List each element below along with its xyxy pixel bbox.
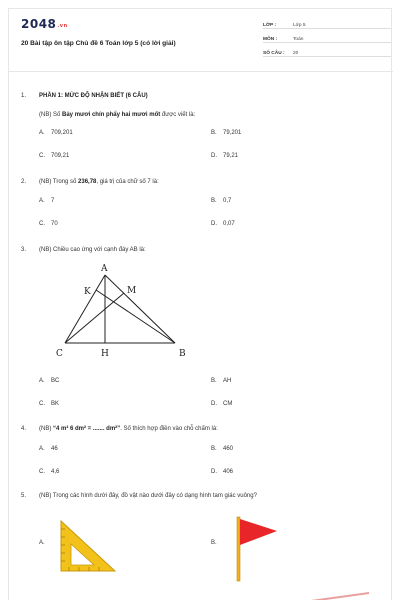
section-number: 1. (21, 93, 27, 99)
vertex-label-c: C (56, 349, 63, 359)
option-a[interactable]: A. 7 (39, 198, 55, 204)
option-d[interactable]: D. 406 (211, 469, 234, 475)
segment-bk (96, 290, 175, 343)
meta-count-row (263, 45, 391, 57)
vertex-label-h: H (101, 349, 109, 359)
option-c[interactable]: C. 70 (39, 221, 58, 227)
question-number: 2. (21, 179, 27, 185)
question-text: (NB) Trong các hình dưới đây, đồ vật nào dưới đây có dạng hình tam giác vuông? (39, 493, 257, 499)
set-square-ruler-icon[interactable] (53, 517, 119, 575)
option-b[interactable]: B. 460 (211, 446, 234, 452)
option-a[interactable]: A. 709,201 (39, 130, 73, 136)
question-text: (NB) Trong số 236,78, giá trị của chữ số 7 là: (39, 179, 159, 185)
option-b[interactable]: B. AH (211, 378, 232, 384)
header-divider (9, 71, 393, 72)
vertex-label-m: M (127, 286, 137, 296)
option-b[interactable]: B. 0,7 (211, 198, 232, 204)
option-d[interactable]: D. 79,21 (211, 153, 239, 159)
question-text: (NB) Chiều cao ứng với cạnh đáy AB là: (39, 247, 146, 253)
meta-subject-row (263, 31, 391, 43)
option-d[interactable]: D. 0,07 (211, 221, 235, 227)
side-ab (105, 275, 175, 343)
meta-label: LỚP : (263, 23, 277, 28)
triangle-figure (53, 261, 203, 361)
meta-label: SỐ CÂU : (263, 51, 285, 56)
option-a[interactable]: A. (39, 540, 45, 546)
document-title: 20 Bài tập ôn tập Chủ đề 6 Toán lớp 5 (có lời giải) (21, 40, 176, 47)
option-b[interactable]: B. (211, 540, 217, 546)
site-logo[interactable]: 2048.vn (21, 17, 68, 31)
question-text: (NB) Số Bảy mươi chín phẩy hai mươi mốt được viết là: (39, 112, 196, 118)
meta-value: 20 (293, 51, 299, 56)
question-text: (NB) “4 m² 6 dm² = ....... dm²”. Số thích hợp điền vào chỗ chấm là: (39, 426, 218, 432)
document-page (8, 8, 392, 600)
vertex-label-b: B (179, 349, 186, 359)
question-number: 3. (21, 247, 27, 253)
next-figure-fragment (309, 591, 389, 600)
meta-value: Lớp 5 (293, 23, 306, 28)
option-c[interactable]: C. 709,21 (39, 153, 70, 159)
vertex-label-a: A (101, 264, 108, 274)
meta-grade-row (263, 17, 391, 29)
option-b[interactable]: B. 79,201 (211, 130, 242, 136)
segment-cm (65, 293, 124, 343)
vertex-label-k: K (84, 287, 91, 297)
document-meta (263, 17, 391, 59)
document-header (21, 15, 381, 63)
question-number: 5. (21, 493, 27, 499)
red-flag-icon[interactable] (227, 513, 283, 585)
side-ac (65, 275, 105, 343)
option-d[interactable]: D. CM (211, 401, 233, 407)
meta-label: MÔN : (263, 37, 278, 42)
option-a[interactable]: A. 46 (39, 446, 58, 452)
section-title: PHẦN 1: MỨC ĐỘ NHẬN BIẾT (6 CÂU) (39, 93, 148, 99)
meta-value: Toán (293, 37, 304, 42)
option-a[interactable]: A. BC (39, 378, 60, 384)
question-number: 4. (21, 426, 27, 432)
option-c[interactable]: C. 4,6 (39, 469, 60, 475)
option-c[interactable]: C. BK (39, 401, 60, 407)
